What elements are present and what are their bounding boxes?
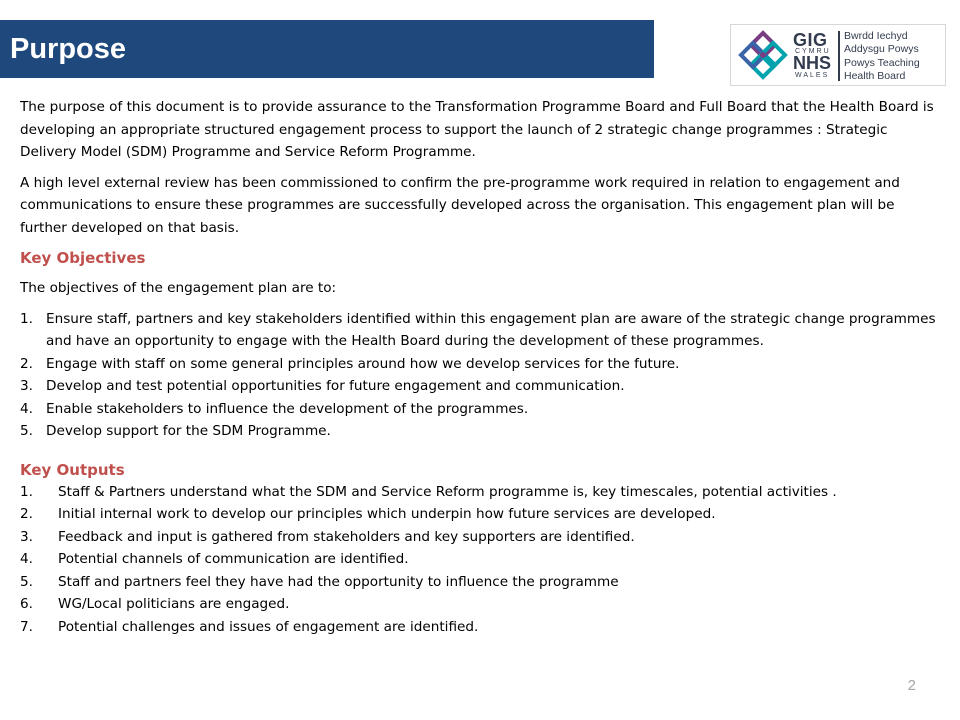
output-text: Potential channels of communication are identified. [58,551,409,567]
output-item [20,548,940,571]
logo-line-2: Addysgu Powys [844,43,919,55]
document-body [20,96,940,638]
nhs-logo [730,24,946,86]
page-number: 2 [907,677,916,694]
output-item [20,616,940,639]
output-item [20,571,940,594]
purpose-paragraph: The purpose of this document is to provide assurance to the Transformation Programme Board and Full Board that the Health Board is developing an appropriate structured engagement process to support the launch of 2 strategic change programmes : Strategic Delivery Model (SDM) Programme and Service Reform Programme. [20,99,934,160]
objective-text: Enable stakeholders to influence the development of the programmes. [46,400,529,417]
output-number: 4. [20,551,33,567]
objective-item [20,353,940,376]
title-bar [0,20,654,78]
objective-item [20,308,940,353]
logo-gig-text: GIG [793,30,828,50]
objectives-intro: The objectives of the engagement plan are to: [20,280,337,296]
celtic-knot-logo-icon [737,29,789,81]
logo-line-4: Health Board [844,70,906,82]
logo-nhs-text: NHS [793,53,832,73]
outputs-list [20,481,940,639]
output-text: Feedback and input is gathered from stakeholders and key supporters are identified. [58,528,635,545]
output-number: 3. [20,528,33,545]
output-number: 6. [20,596,33,612]
objective-number: 2. [20,355,33,372]
objective-number: 4. [20,400,33,417]
output-item [20,481,940,504]
output-item [20,503,940,526]
review-paragraph: A high level external review has been commissioned to confirm the pre-programme work required in relation to engagement and communications to ensure these programmes are successfully developed across the organisation. This engagement plan will be further developed on that basis. [20,174,900,236]
output-item [20,526,940,549]
output-number: 2. [20,506,33,522]
output-text: WG/Local politicians are engaged. [58,596,290,612]
logo-wales-text: WALES [795,72,830,79]
objective-number: 5. [20,423,33,439]
logo-cymru-text: CYMRU [795,48,831,55]
objective-item [20,398,940,421]
page-title: Purpose [10,33,127,65]
key-outputs-heading: Key Outputs [20,460,125,479]
objective-text: Ensure staff, partners and key stakeholders identified within this engagement plan are aware of the strategic change programmes and have an opportunity to engage with the Health Board during the development of these programmes. [46,310,936,349]
output-number: 1. [20,483,33,500]
output-text: Potential challenges and issues of engagement are identified. [58,618,479,635]
objective-text: Develop support for the SDM Programme. [46,423,331,439]
objective-number: 1. [20,310,33,327]
output-text: Staff & Partners understand what the SDM and Service Reform programme is, key timescales, potential activities . [58,483,837,500]
objective-text: Develop and test potential opportunities for future engagement and communication. [46,378,625,394]
objective-number: 3. [20,378,33,394]
output-text: Initial internal work to develop our principles which underpin how future services are developed. [58,506,716,522]
logo-line-3: Powys Teaching [844,57,920,69]
output-number: 5. [20,573,33,590]
key-objectives-heading: Key Objectives [20,249,146,267]
logo-divider [838,31,840,81]
objective-text: Engage with staff on some general principles around how we develop services for the future. [46,355,680,372]
output-number: 7. [20,618,33,635]
objective-item [20,420,940,443]
logo-line-1: Bwrdd Iechyd [844,30,908,42]
output-text: Staff and partners feel they have had the opportunity to influence the programme [58,573,619,590]
objectives-list [20,308,940,443]
output-item [20,593,940,616]
objective-item [20,375,940,398]
